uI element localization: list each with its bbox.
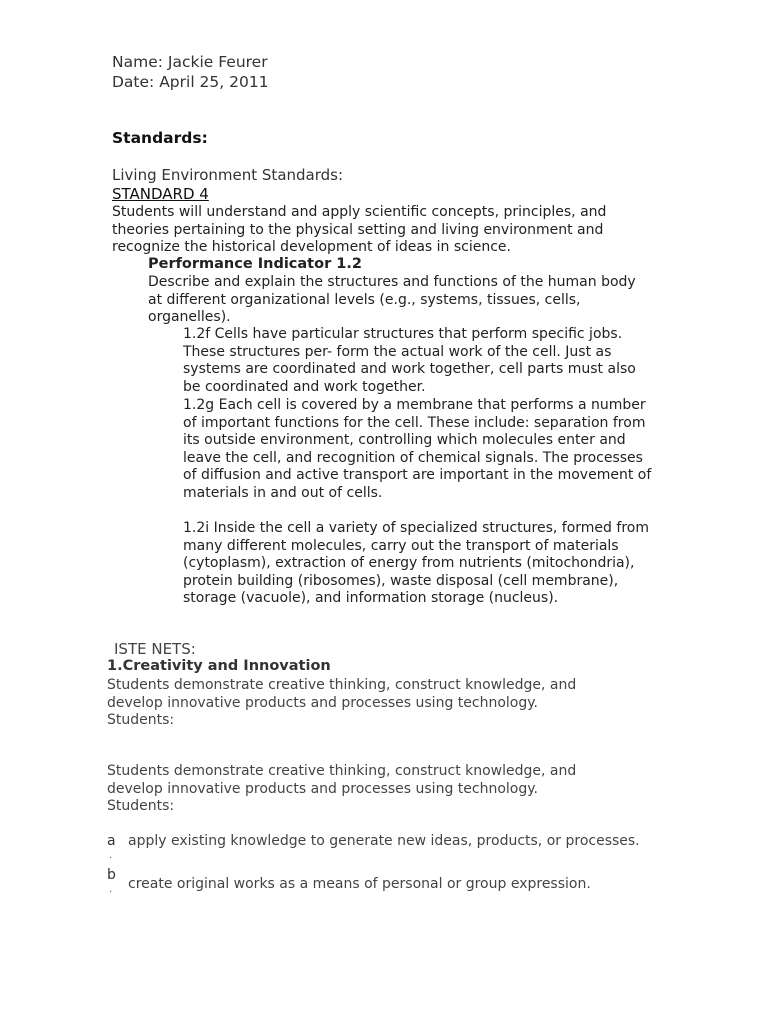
list-marker-b: b — [107, 867, 116, 883]
creativity-innovation-title: 1.Creativity and Innovation — [107, 658, 331, 674]
iste-paragraph-2: Students demonstrate creative thinking, construct knowledge, and develop innovative products and processes using technology. Students: — [107, 763, 577, 815]
standard-4-text: Students will understand and apply scientific concepts, principles, and theories pertaining to the physical setting and living environment and recognize the historical development of ideas in science. — [112, 204, 607, 256]
list-dot-a: . — [109, 850, 113, 861]
performance-indicator-text: Describe and explain the structures and functions of the human body at different organizational levels (e.g., systems, tissues, cells, organelles). — [148, 274, 636, 326]
iste-paragraph-1: Students demonstrate creative thinking, construct knowledge, and develop innovative products and processes using technology. Students: — [107, 677, 577, 729]
performance-indicator-title: Performance Indicator 1.2 — [148, 256, 362, 272]
date-line: Date: April 25, 2011 — [112, 73, 269, 91]
living-environment-subheading: Living Environment Standards: — [112, 166, 344, 184]
name-line: Name: Jackie Feurer — [112, 53, 268, 71]
standards-heading: Standards: — [112, 129, 208, 147]
iste-nets-heading: ISTE NETS: — [114, 640, 196, 658]
standard-4-title: STANDARD 4 — [112, 185, 209, 203]
list-item-a-text: apply existing knowledge to generate new ideas, products, or processes. — [128, 833, 640, 849]
list-dot-b: . — [109, 884, 113, 895]
indicator-item-1-2g: 1.2g Each cell is covered by a membrane that performs a number of important functions for the cell. These include: separation from its outside environment, controlling which molecules enter and leave the cell, and recognition of chemical signals. The processes of diffusion and active transport are important in the movement of materials in and out of cells. — [183, 397, 652, 501]
indicator-item-1-2f: 1.2f Cells have particular structures that perform specific jobs. These structures per- form the actual work of the cell. Just as systems are coordinated and work together, cell parts must also be coordinated and work together. — [183, 326, 636, 395]
list-item-b-text: create original works as a means of personal or group expression. — [128, 876, 591, 892]
list-marker-a: a — [107, 833, 116, 849]
indicator-item-1-2i: 1.2i Inside the cell a variety of specialized structures, formed from many different molecules, carry out the transport of materials (cytoplasm), extraction of energy from nutrients (mitochondria), protein building (ribosomes), waste disposal (cell membrane), storage (vacuole), and information storage (nucleus). — [183, 520, 649, 607]
